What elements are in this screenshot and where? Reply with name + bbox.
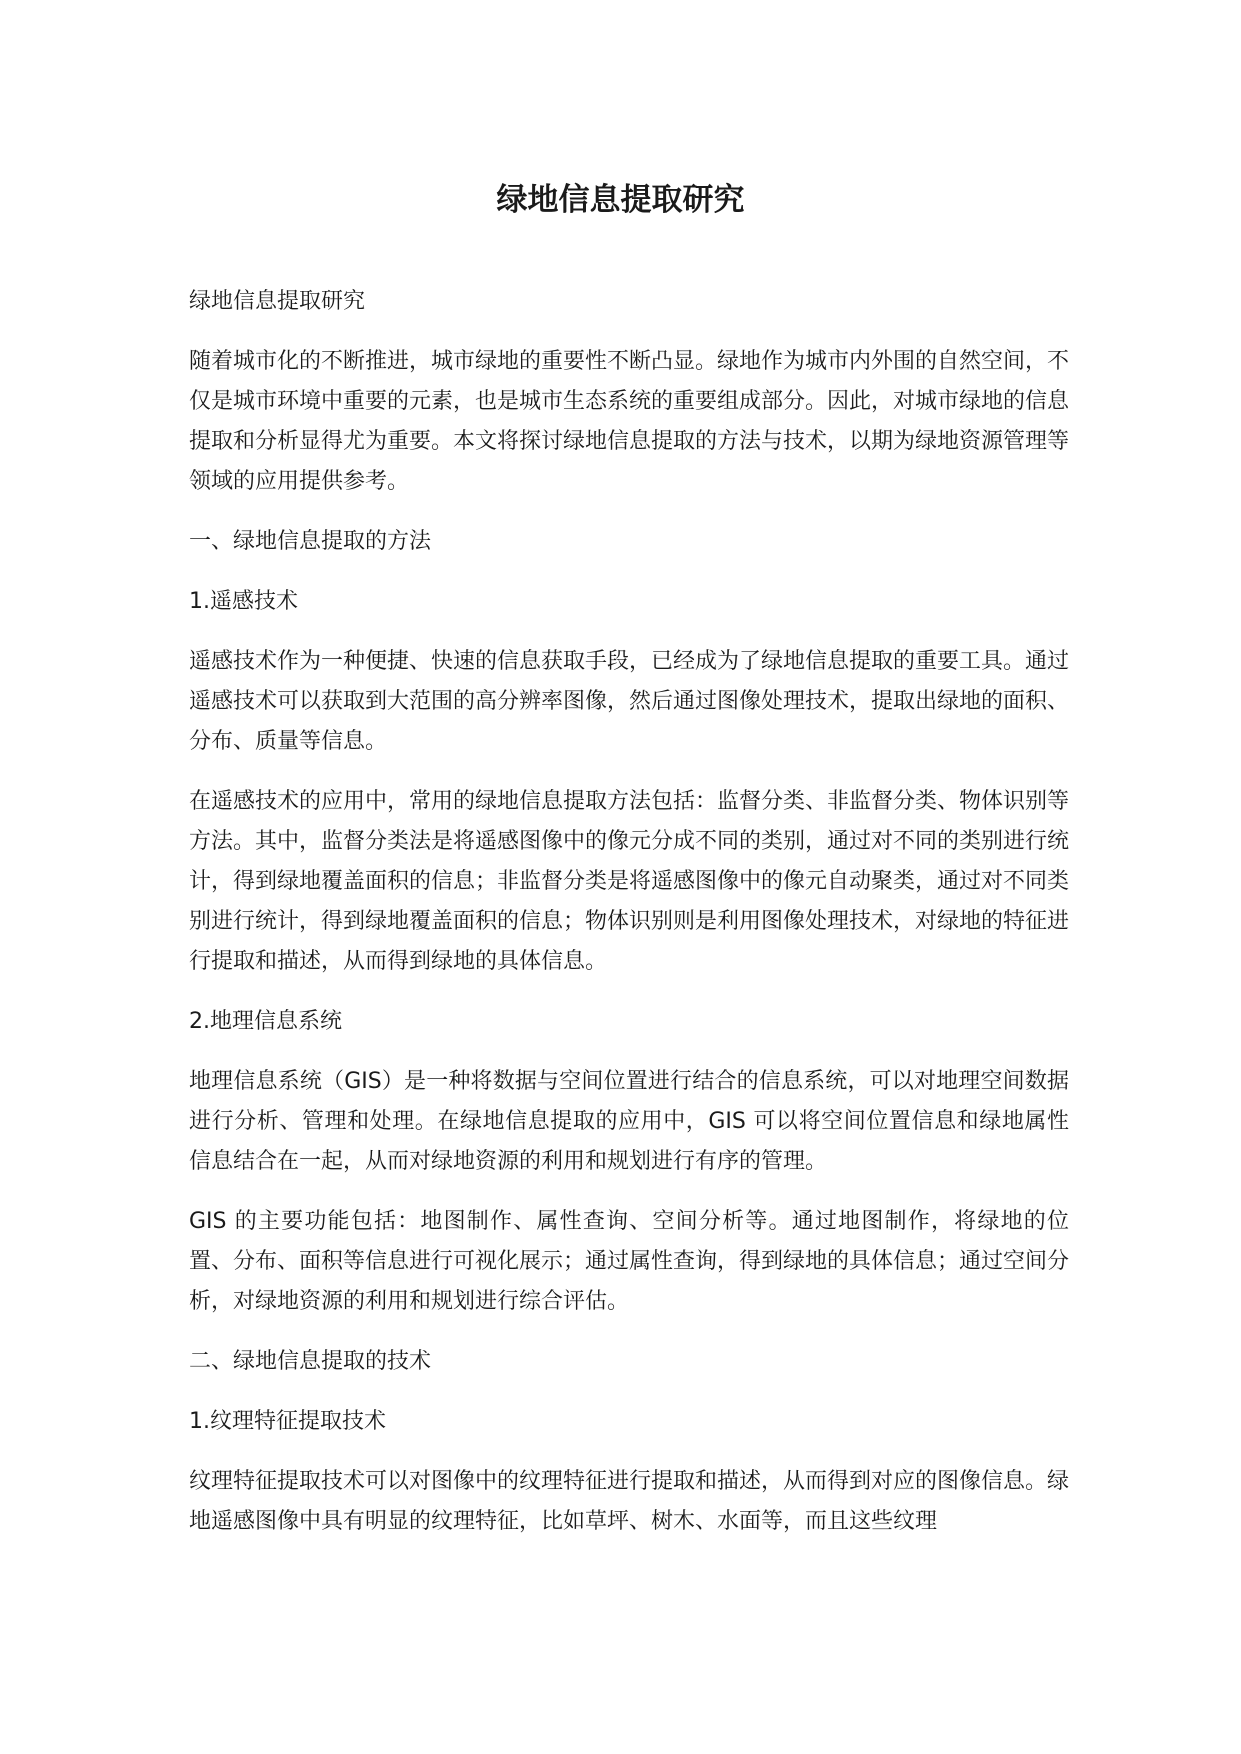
- section-heading-techniques: 二、绿地信息提取的技术: [189, 1349, 432, 1374]
- subsection-heading-texture: 1.纹理特征提取技术: [189, 1409, 386, 1434]
- intro-paragraph: 随着城市化的不断推进，城市绿地的重要性不断凸显。绿地作为城市内外围的自然空间，不仅是城市环境中重要的元素，也是城市生态系统的重要组成部分。因此，对城市绿地的信息提取和分析显得尤为重要。本文将探讨绿地信息提取的方法与技术，以期为绿地资源管理等领域的应用提供参考。: [189, 349, 1070, 494]
- paragraph-gis-2: GIS 的主要功能包括：地图制作、属性查询、空间分析等。通过地图制作，将绿地的位置、分布、面积等信息进行可视化展示；通过属性查询，得到绿地的具体信息；通过空间分析，对绿地资源的利用和规划进行综合评估。: [189, 1209, 1070, 1314]
- paragraph-texture-1: 纹理特征提取技术可以对图像中的纹理特征进行提取和描述，从而得到对应的图像信息。绿地遥感图像中具有明显的纹理特征，比如草坪、树木、水面等，而且这些纹理: [189, 1469, 1070, 1534]
- paragraph-remote-sensing-2: 在遥感技术的应用中，常用的绿地信息提取方法包括：监督分类、非监督分类、物体识别等方法。其中，监督分类法是将遥感图像中的像元分成不同的类别，通过对不同的类别进行统计，得到绿地覆盖面积的信息；非监督分类是将遥感图像中的像元自动聚类，通过对不同类别进行统计，得到绿地覆盖面积的信息；物体识别则是利用图像处理技术，对绿地的特征进行提取和描述，从而得到绿地的具体信息。: [189, 789, 1070, 974]
- paragraph-gis-1: 地理信息系统（GIS）是一种将数据与空间位置进行结合的信息系统，可以对地理空间数据进行分析、管理和处理。在绿地信息提取的应用中，GIS 可以将空间位置信息和绿地属性信息结合在一起，从而对绿地资源的利用和规划进行有序的管理。: [189, 1069, 1069, 1174]
- document-title: 绿地信息提取研究: [496, 182, 745, 218]
- document-body: [189, 282, 1069, 1562]
- paragraph-remote-sensing-1: 遥感技术作为一种便捷、快速的信息获取手段，已经成为了绿地信息提取的重要工具。通过遥感技术可以获取到大范围的高分辨率图像，然后通过图像处理技术，提取出绿地的面积、分布、质量等信息。: [189, 649, 1070, 754]
- subsection-heading-gis: 2.地理信息系统: [189, 1009, 342, 1034]
- section-heading-methods: 一、绿地信息提取的方法: [189, 529, 432, 554]
- subtitle: 绿地信息提取研究: [189, 289, 366, 314]
- subsection-heading-remote-sensing: 1.遥感技术: [189, 589, 298, 614]
